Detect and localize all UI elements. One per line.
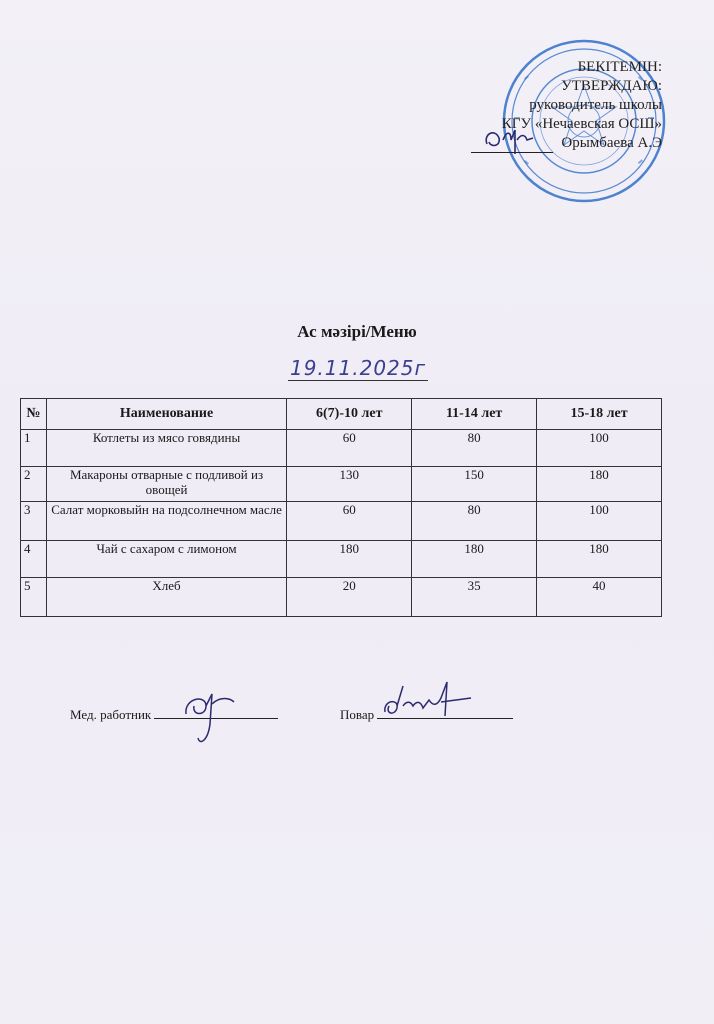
cook-signature-block [340,706,513,723]
menu-table [20,398,662,617]
med-worker-signature [176,684,246,750]
page-title: Ас мәзірі/Меню [297,322,417,341]
dish-name: Салат морковыйн на подсолнечном масле [46,502,287,541]
table-row [21,578,662,617]
portion-15-18: 100 [537,430,662,467]
table-row [21,430,662,467]
row-number: 2 [21,467,47,502]
menu-date: 19.11.2025г [289,356,427,380]
cook-signature-line [377,706,513,719]
approval-organization: КГУ «Нечаевская ОСШ» [501,116,662,132]
row-number: 3 [21,502,47,541]
portion-6-10: 20 [287,578,412,617]
med-worker-signature-line [154,706,278,719]
portion-6-10: 60 [287,502,412,541]
approval-block [471,58,662,153]
approval-line-kz: БЕКІТЕМІН: [577,59,662,75]
med-worker-signature-block [70,706,278,723]
dish-name: Котлеты из мясо говядины [46,430,287,467]
portion-11-14: 80 [412,430,537,467]
portion-6-10: 130 [287,467,412,502]
table-row [21,467,662,502]
row-number: 4 [21,541,47,578]
approval-line-ru: УТВЕРЖДАЮ: [561,78,662,94]
director-signature [481,118,551,158]
approval-position: руководитель школы [529,97,662,113]
cook-signature [381,676,481,726]
dish-name: Хлеб [46,578,287,617]
dish-name: Макароны отварные с подливой из овощей [46,467,287,502]
portion-11-14: 80 [412,502,537,541]
row-number: 1 [21,430,47,467]
portion-15-18: 40 [537,578,662,617]
header-age-6-10: 6(7)-10 лет [287,399,412,430]
table-header-row [21,399,662,430]
portion-15-18: 180 [537,541,662,578]
header-age-15-18: 15-18 лет [537,399,662,430]
portion-11-14: 35 [412,578,537,617]
portion-11-14: 180 [412,541,537,578]
med-worker-label: Мед. работник [70,707,152,722]
table-row [21,502,662,541]
director-signature-line [471,136,553,153]
dish-name: Чай с сахаром с лимоном [46,541,287,578]
approval-sign-row [471,134,662,153]
cook-label: Повар [340,707,375,722]
table-row [21,541,662,578]
portion-6-10: 60 [287,430,412,467]
row-number: 5 [21,578,47,617]
portion-6-10: 180 [287,541,412,578]
header-number: № [21,399,47,430]
portion-15-18: 180 [537,467,662,502]
header-name: Наименование [46,399,287,430]
header-age-11-14: 11-14 лет [412,399,537,430]
portion-15-18: 100 [537,502,662,541]
approval-signer: Орымбаева А.Э [561,135,662,151]
portion-11-14: 150 [412,467,537,502]
